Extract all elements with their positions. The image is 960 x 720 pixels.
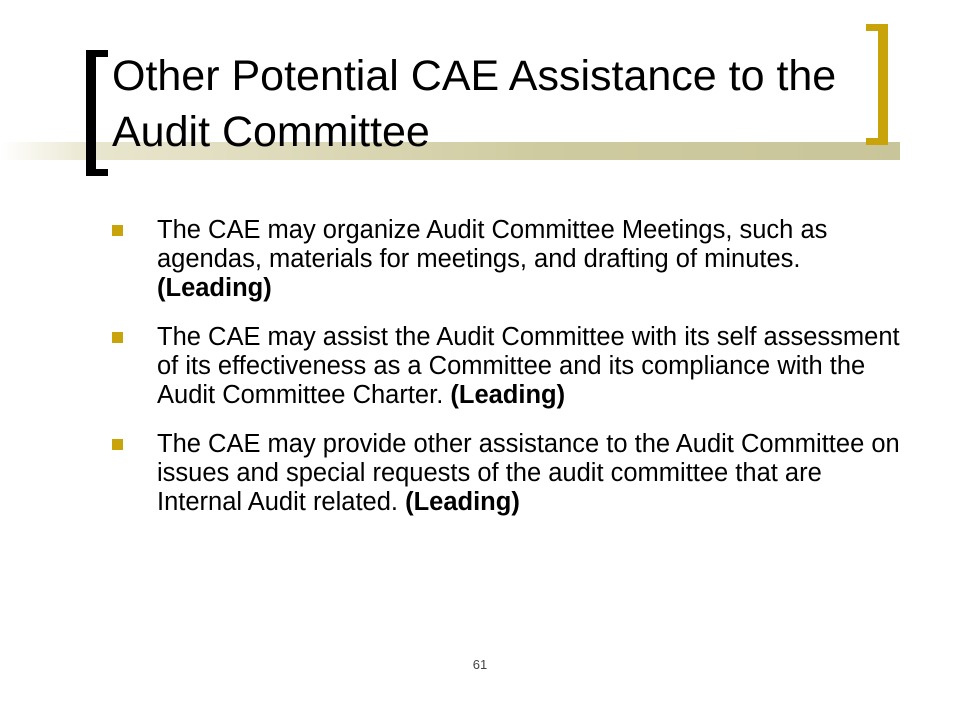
page-number: 61 <box>472 657 488 672</box>
bullet-text: The CAE may provide other assistance to the Audit Committee on issues and special requests of the audit committee that are Internal Audit related. <box>157 430 900 516</box>
slide-title: Other Potential CAE Assistance to the Audit Committee <box>112 52 837 156</box>
bullet-list <box>112 216 902 537</box>
bullet-text: The CAE may assist the Audit Committee with its self assessment of its effectiveness as a Committee and its compliance with the Audit Committee Charter. <box>157 323 900 409</box>
bullet-item <box>112 430 902 517</box>
bullet-tag: (Leading) <box>405 488 520 516</box>
left-bracket-decoration <box>86 50 108 176</box>
bullet-tag: (Leading) <box>450 381 566 409</box>
right-bracket-decoration <box>866 24 888 145</box>
square-bullet-icon <box>112 332 123 343</box>
square-bullet-icon <box>112 225 123 236</box>
bullet-text: The CAE may organize Audit Committee Meetings, such as agendas, materials for meetings, and drafting of minutes. <box>157 216 828 273</box>
square-bullet-icon <box>112 439 123 450</box>
bullet-item <box>112 323 902 410</box>
bullet-tag: (Leading) <box>157 274 272 302</box>
bullet-item <box>112 216 902 303</box>
